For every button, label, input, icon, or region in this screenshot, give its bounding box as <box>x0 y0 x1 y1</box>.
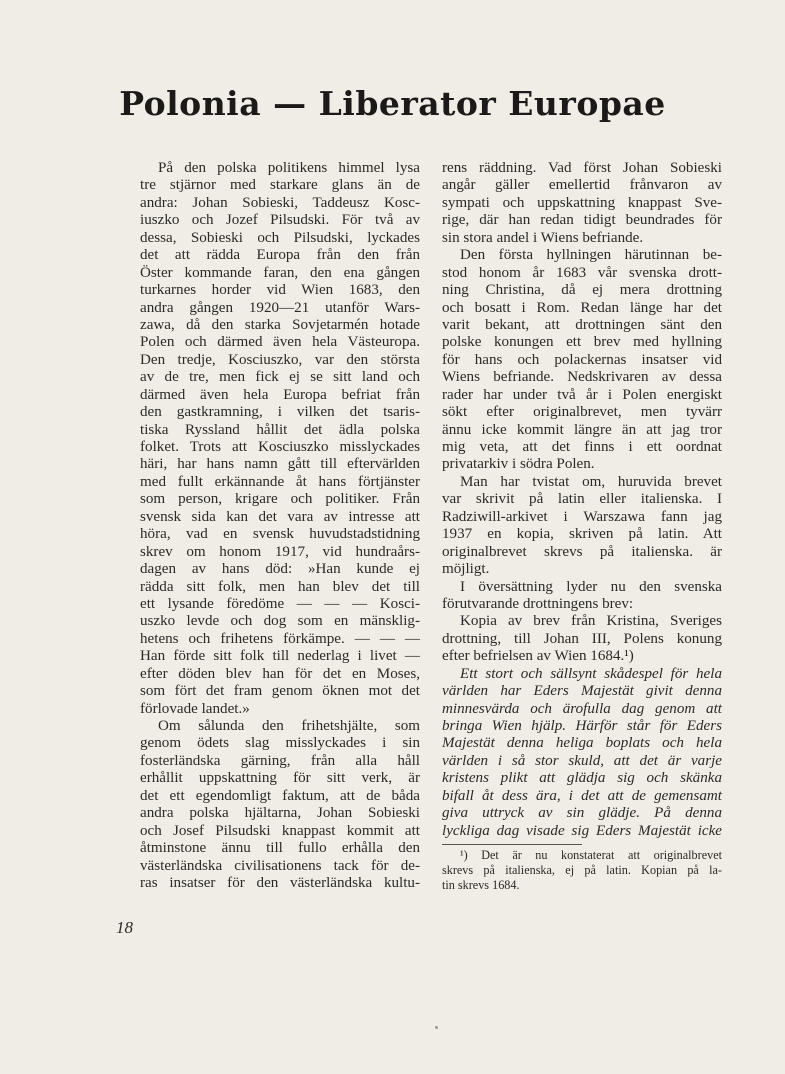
text-line: originalbrevet skrevs på italienska. är <box>442 543 722 560</box>
text-line: drottning, till Johan III, Polens konung <box>442 630 722 647</box>
text-line: Radziwill-arkivet i Warszawa fann jag <box>442 508 722 525</box>
text-line: det att rädda Europa från den från <box>140 247 420 264</box>
text-line: Wiens befriande. Nedskrivaren av dessa <box>442 369 722 386</box>
text-line: Den första hyllningen härutinnan be- <box>460 247 722 264</box>
text-line: lyckliga dag visade sig Eders Majestät icke <box>442 822 722 839</box>
text-line: Man har tvistat om, huruvida brevet <box>460 473 722 490</box>
text-line: sympati och uppskattning knappast Sve- <box>442 194 722 211</box>
text-line: för hans och polackernas insatser vid <box>442 351 722 368</box>
text-line: bifall åt dess ära, i det att de gemensamt <box>442 787 722 804</box>
text-line: Kopia av brev från Kristina, Sveriges <box>460 613 722 630</box>
text-line: västerländska civilisationens tack för de- <box>140 857 420 874</box>
text-line: skrev om honom 1917, vid hundraårs- <box>140 543 420 560</box>
text-line: ning Christina, då ej mera drottning <box>442 282 722 299</box>
text-line: 1937 en kopia, skriven på latin. Att <box>442 526 722 543</box>
text-line: därmed även hela Europa befriat från <box>140 386 420 403</box>
text-line: den gastkramning, i vilken det tsaris- <box>140 404 420 421</box>
page-title: Polonia — Liberator Europae <box>119 84 666 123</box>
paper-speck <box>435 1026 438 1029</box>
text-line: åtminstone ännu till fullo erhålla den <box>140 840 420 857</box>
text-line: ras insatser för den västerländska kultu- <box>140 874 420 891</box>
text-line: privatarkiv i södra Polen. <box>442 456 595 473</box>
text-line: mig veta, att det finns i ett oordnat <box>442 439 722 455</box>
text-line: Polen och därmed även hela Västeuropa. <box>140 334 420 351</box>
text-line: Om sålunda den frihetshjälte, som <box>158 718 420 734</box>
text-line: angår gäller emellertid frånvaron av <box>442 177 722 194</box>
text-line: andra: Johan Sobieski, Taddeusz Kosc- <box>140 194 420 211</box>
right-column-wrap <box>442 160 722 893</box>
text-line: kristens plikt att glädja sig och skänka <box>442 770 722 787</box>
footnote-rule <box>442 844 582 845</box>
text-line: Ett stort och sällsynt skådespel för hela <box>460 665 722 682</box>
text-line: fosterländska gärning, från alla håll <box>140 752 420 769</box>
text-line: På den polska politikens himmel lysa <box>158 160 420 176</box>
page-number: 18 <box>116 918 133 937</box>
text-line: sin stora andel i Wiens befriande. <box>442 229 644 246</box>
text-line: efter döden blev han för det en Moses, <box>140 665 420 682</box>
text-line: ännu icke kommit längre än att jag tror <box>442 421 722 438</box>
text-line: av de tre, men fick ej se sitt land och <box>140 369 420 386</box>
text-line: och Josef Pilsudski knappast kommit att <box>140 822 420 839</box>
text-line: rader har under två år i Polen energiskt <box>442 386 722 403</box>
text-line: ¹) Det är nu konstaterat att originalbrevet <box>460 848 722 863</box>
text-line: höra, vad en svensk huvudstadstidning <box>140 526 420 543</box>
text-line: zawa, då den starka Sovjetarmén hotade <box>140 316 420 333</box>
text-line: stod honom år 1683 vår svenska drott- <box>442 264 722 281</box>
text-line: tin skrevs 1684. <box>442 878 520 893</box>
text-line: som person, krigare och politiker. Från <box>140 491 420 508</box>
text-line: dessa, Sobieski och Pilsudski, lyckades <box>140 229 420 246</box>
text-line: rädda sitt folk, men han blev det till <box>140 578 420 595</box>
text-line: Öster kommande faran, den ena gången <box>140 264 420 281</box>
text-line: med fullt erkännande åt hans förtjänster <box>140 473 420 490</box>
text-line: hetens och frihetens förkämpe. — — — <box>140 630 420 647</box>
text-line: möjligt. <box>442 561 490 578</box>
text-line: Majestät denna heliga boplats och hela <box>442 735 722 752</box>
text-line: folket. Trots att Kosciuszko misslyckades <box>140 439 420 455</box>
footnote <box>442 848 722 893</box>
text-line: skrevs på italienska, ej på latin. Kopian på la- <box>442 863 722 878</box>
text-line: tre stjärnor med starkare glans än de <box>140 177 420 194</box>
text-line: det ett egendomligt faktum, att de båda <box>140 787 420 804</box>
text-line: rige, där han redan tidigt beundrades för <box>442 212 722 229</box>
text-line: tiska Ryssland hållit det ädla polska <box>140 421 420 438</box>
text-line: häri, har hans namn gått till eftervärlden <box>140 456 420 473</box>
text-line: minnesvärda och ärofulla dag genom att <box>442 700 722 717</box>
text-line: bringa Wien hjälp. Härför står för Eders <box>442 718 722 734</box>
text-line: förutvarande drottningens brev: <box>442 595 634 612</box>
text-line: andra polska hjältarna, Johan Sobieski <box>140 805 420 822</box>
text-line: förlovade landet.» <box>140 700 250 717</box>
text-line: uszko levde och dog som en mänsklig- <box>140 613 420 630</box>
text-line: genom ödets slag misslyckades i sin <box>140 735 420 752</box>
left-column <box>140 160 420 892</box>
text-line: och bosatt i Rom. Redan länge har det <box>442 299 722 316</box>
text-line: I översättning lyder nu den svenska <box>460 578 722 595</box>
text-line: ett lysande föredöme — — — Kosci- <box>140 595 420 612</box>
text-line: rens räddning. Vad först Johan Sobieski <box>442 160 722 176</box>
text-line: Den tredje, Kosciuszko, var den största <box>140 351 420 368</box>
text-line: var skrivit på latin eller italienska. I <box>442 491 722 508</box>
text-line: Han förde sitt folk till nederlag i livet — <box>140 648 420 665</box>
text-line: erhållit uppskattning för sitt verk, är <box>140 770 420 787</box>
text-line: dagen av hans död: »Han kunde ej <box>140 561 420 578</box>
text-line: efter befrielsen av Wien 1684.¹) <box>442 648 634 665</box>
text-line: världen i så stor skuld, att det är varje <box>442 752 722 769</box>
text-line: svensk sida kan det vara av intresse att <box>140 508 420 525</box>
text-line: iuszko och Jozef Pilsudski. För två av <box>140 212 420 229</box>
text-line: polske konungen ett brev med hyllning <box>442 334 722 351</box>
text-line: sökt efter originalbrevet, men tyvärr <box>442 404 722 421</box>
text-line: som fört det fram genom öknen mot det <box>140 683 420 700</box>
text-line: andra gången 1920—21 utanför Wars- <box>140 299 420 316</box>
text-line: världen har Eders Majestät givit denna <box>442 683 722 700</box>
text-line: turkarnes horder vid Wien 1683, den <box>140 282 420 299</box>
right-column <box>442 160 722 840</box>
text-line: giva uttryck av sin glädje. På denna <box>442 805 722 822</box>
text-line: varit bekant, att drottningen sänt den <box>442 316 722 333</box>
